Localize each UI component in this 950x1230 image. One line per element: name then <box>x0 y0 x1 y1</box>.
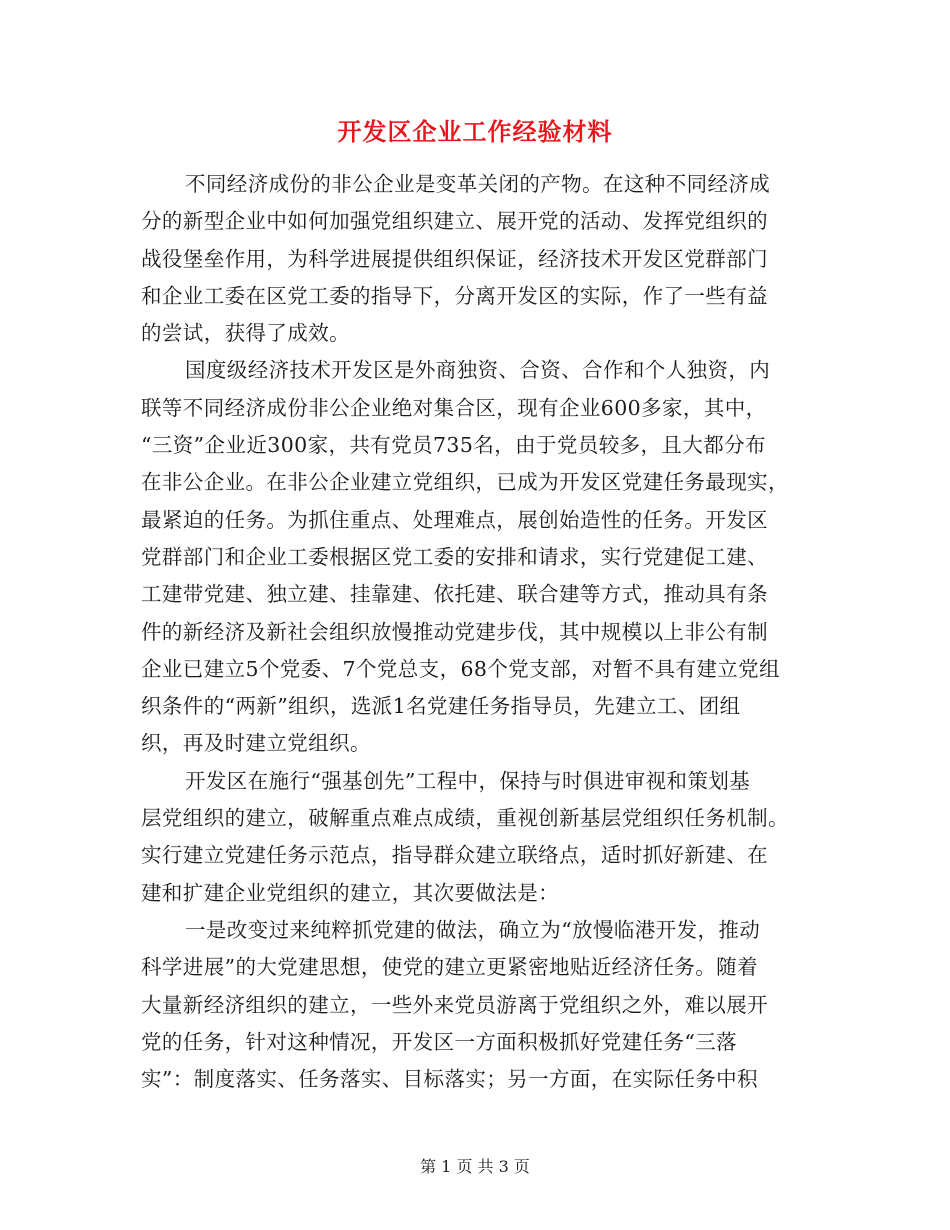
page-footer: 第 1 页 共 3 页 <box>420 1157 530 1176</box>
paragraph-line: 层党组织的建立，破解重点难点成绩，重视创新基层党组织任务机制。 <box>141 806 789 831</box>
paragraph-line: 不同经济成份的非公企业是变革关闭的产物。在这种不同经济成 <box>185 172 771 196</box>
paragraph-line: 开发区在施行“强基创先”工程中，保持与时俱进审视和策划基 <box>185 768 751 793</box>
paragraph-line: 企业已建立5个党委、7个党总支，68个党支部，对暂不具有建立党组 <box>141 656 780 681</box>
document-body <box>141 166 809 1098</box>
paragraph-line: 实”：制度落实、任务落实、目标落实；另一方面，在实际任务中积 <box>141 1067 758 1092</box>
paragraph-line: 和企业工委在区党工委的指导下，分离开发区的实际，作了一些有益 <box>141 283 768 308</box>
paragraph-line: 一是改变过来纯粹抓党建的做法，确立为“放慢临港开发，推动 <box>185 917 761 942</box>
paragraph-line: 织，再及时建立党组织。 <box>141 731 371 756</box>
paragraph-line: 分的新型企业中如何加强党组织建立、展开党的活动、发挥党组织的 <box>141 209 768 234</box>
paragraph-line: 在非公企业。在非公企业建立党组织，已成为开发区党建任务最现实， <box>141 470 789 495</box>
paragraph-line: 的尝试，获得了成效。 <box>141 321 350 346</box>
paragraph-line: “三资”企业近300家，共有党员735名，由于党员较多，且大都分布 <box>141 433 766 458</box>
paragraph-line: 党的任务，针对这种情况，开发区一方面积极抓好党建任务“三落 <box>141 1029 738 1054</box>
paragraph-line: 党群部门和企业工委根据区党工委的安排和请求，实行党建促工建、 <box>141 544 768 569</box>
paragraph-line: 建和扩建企业党组织的建立，其次要做法是： <box>141 880 559 905</box>
paragraph-line: 件的新经济及新社会组织放慢推动党建步伐，其中规模以上非公有制 <box>141 619 768 644</box>
paragraph-line: 织条件的“两新”组织，选派1名党建任务指导员，先建立工、团组 <box>141 694 741 719</box>
paragraph-line: 联等不同经济成份非公企业绝对集合区，现有企业600多家，其中， <box>141 395 767 420</box>
document-title: 开发区企业工作经验材料 <box>337 118 613 146</box>
paragraph-line: 大量新经济组织的建立，一些外来党员游离于党组织之外，难以展开 <box>141 992 768 1017</box>
paragraph-line: 工建带党建、独立建、挂靠建、依托建、联合建等方式，推动具有条 <box>141 582 768 607</box>
paragraph-line: 战役堡垒作用，为科学进展提供组织保证，经济技术开发区党群部门 <box>141 246 768 271</box>
paragraph-line: 国度级经济技术开发区是外商独资、合资、合作和个人独资，内 <box>185 358 771 383</box>
paragraph-line: 最紧迫的任务。为抓住重点、处理难点，展创始造性的任务。开发区 <box>141 507 768 532</box>
paragraph-line: 科学进展”的大党建思想，使党的建立更紧密地贴近经济任务。随着 <box>141 955 758 980</box>
paragraph-line: 实行建立党建任务示范点，指导群众建立联络点，适时抓好新建、在 <box>141 843 768 868</box>
